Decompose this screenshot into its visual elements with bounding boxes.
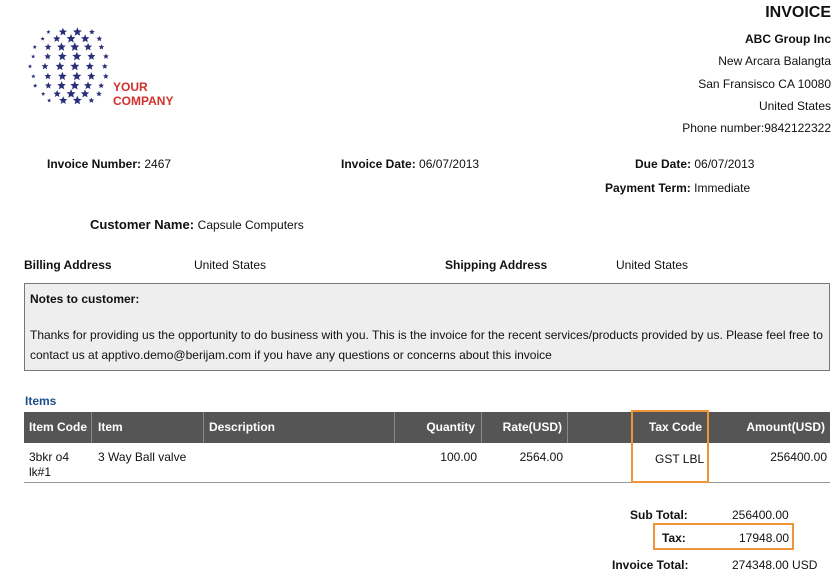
col-tax-code: Tax Code [648,420,702,434]
invoice-date [341,157,479,171]
notes-box [24,283,830,371]
logo-star-shape [87,52,95,60]
logo-star-shape [86,62,94,70]
company-address-line1: New Arcara Balangta [718,54,831,68]
col-item: Item [98,420,123,434]
company-phone: Phone number:9842122322 [682,121,831,135]
items-title: Items [25,394,57,408]
logo-star-shape [72,72,81,81]
logo-star-shape [84,43,92,51]
logo-star-shape [67,34,76,43]
invoice-number-value: 2467 [144,157,172,171]
logo-text-line2: COMPANY [113,94,174,108]
logo-star-shape [97,36,103,42]
logo-star-shape [46,30,50,34]
payment-term-label: Payment Term: [605,181,691,195]
logo-star-shape [31,54,35,58]
column-divider [203,412,204,443]
logo-star-shape [73,96,82,105]
due-date [635,157,754,171]
logo-star-shape [56,62,65,70]
logo-star-shape [57,43,66,51]
tax-label: Tax: [662,531,686,545]
due-date-value: 06/07/2013 [694,157,755,171]
logo-star-shape [41,92,45,96]
logo-star-shape [57,81,66,89]
customer-name-value: Capsule Computers [197,218,304,232]
logo-star-shape [84,82,92,90]
payment-term-value: Immediate [694,181,751,195]
cell-quantity: 100.00 [440,450,477,464]
row-divider [24,482,830,483]
customer-name-label: Customer Name: [90,217,195,232]
column-divider [91,412,92,443]
logo-star-shape [59,96,67,104]
logo-star-shape [99,44,105,49]
logo-star-shape [70,42,79,51]
company-logo [26,18,206,118]
tax-value: 17948.00 [739,531,790,545]
logo-star-shape [31,74,35,78]
subtotal-value: 256400.00 [732,508,789,522]
logo-star-shape [42,63,49,70]
logo-star-shape [58,52,67,60]
cell-item-code-line1: 3bkr o4 [29,450,70,464]
company-country: United States [758,99,831,113]
logo-star-shape [87,72,95,80]
notes-line1: Thanks for providing us the opportunity to do business with you. This is the invoice for the recent services/products provided by us. Please feel free to [30,328,823,342]
logo-star-shape [58,72,67,80]
globe-stars-icon [26,18,206,118]
logo-star-shape [103,54,109,59]
logo-star-shape [28,64,32,68]
logo-star-shape [81,90,89,98]
company-name: ABC Group Inc [745,32,831,46]
logo-star-shape [98,83,104,88]
invoice-title: INVOICE [765,4,831,21]
subtotal-label: Sub Total: [630,508,688,522]
cell-amount: 256400.00 [770,450,827,464]
column-divider [481,412,482,443]
logo-star-shape [102,63,108,68]
billing-address-label: Billing Address [24,258,112,272]
items-table-header [24,412,830,443]
shipping-address-value: United States [616,258,689,272]
logo-star-shape [72,52,81,61]
invoice-total-label: Invoice Total: [612,558,689,572]
invoice-date-label: Invoice Date: [341,157,416,171]
logo-star-shape [41,37,45,41]
invoice-total-value: 274348.00 USD [732,558,818,572]
notes-title: Notes to customer: [30,292,140,306]
cell-item-code-line2: lk#1 [29,465,52,479]
billing-address-value: United States [194,258,267,272]
logo-star-shape [44,73,51,80]
customer-name [90,217,304,232]
logo-star-shape [67,89,76,98]
tax-highlight [653,523,794,550]
logo-star-shape [53,35,60,42]
col-quantity: Quantity [426,420,475,434]
invoice-number [47,157,171,171]
logo-star-shape [44,53,51,60]
logo-star-shape [33,45,37,49]
logo-text-line1: YOUR [113,80,148,94]
invoice-date-value: 06/07/2013 [419,157,480,171]
logo-star-shape [70,62,79,71]
logo-star-shape [96,91,102,96]
payment-term [605,181,750,195]
logo-star-shape [89,98,95,103]
logo-star-shape [47,98,51,102]
cell-tax-code: GST LBL [655,452,705,466]
logo-star-shape [33,84,37,88]
logo-star-shape [89,29,95,34]
col-description: Description [209,420,276,434]
logo-star-shape [70,81,79,90]
cell-item: 3 Way Ball valve [98,450,187,464]
column-divider [394,412,395,443]
logo-star-shape [53,90,60,97]
shipping-address-label: Shipping Address [445,258,548,272]
due-date-label: Due Date: [635,157,692,171]
logo-star-shape [59,28,67,36]
column-divider [567,412,568,443]
logo-star-shape [73,27,82,36]
tax-code-highlight [631,410,709,483]
logo-star-shape [45,82,52,89]
logo-star-shape [103,73,109,79]
col-item-code: Item Code [29,420,88,434]
company-address-line2: San Fransisco CA 10080 [698,77,831,91]
logo-star-shape [45,44,52,51]
col-rate: Rate(USD) [502,420,562,434]
logo-star-shape [81,34,89,42]
cell-rate: 2564.00 [519,450,563,464]
invoice-number-label: Invoice Number: [47,157,142,171]
col-amount: Amount(USD) [746,420,825,434]
notes-line2: contact us at apptivo.demo@berijam.com if you have any questions or concerns about this invoice [30,348,552,362]
